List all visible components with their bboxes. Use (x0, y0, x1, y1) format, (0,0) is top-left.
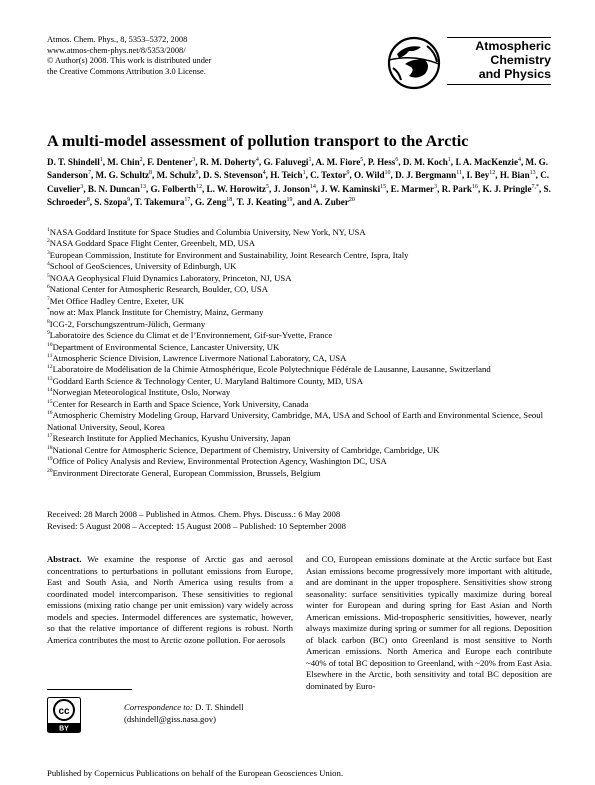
affiliation (47, 342, 552, 353)
author (403, 157, 451, 167)
author-affiliation-mark: 19 (286, 197, 293, 204)
affiliation-mark: 16 (47, 410, 53, 417)
author-name: S. Schroeder (47, 183, 551, 208)
affiliation-mark: 17 (47, 433, 53, 440)
author-affiliation-mark: 1 (99, 156, 103, 163)
author-name: B. N. Duncan (87, 183, 140, 194)
affiliation (47, 399, 552, 410)
author-affiliation-mark: 12 (195, 183, 202, 190)
logo-text (475, 39, 551, 81)
author-name: G. Faluvegi (263, 157, 309, 167)
affiliation-mark: * (47, 307, 50, 314)
author-affiliation-mark: 3 (192, 156, 196, 163)
author-affiliation-mark: 6 (395, 156, 399, 163)
affiliation (47, 468, 552, 479)
author (467, 170, 496, 180)
affiliation-text: NASA Goddard Institute for Space Studies and Columbia University, New York, NY, USA (49, 227, 366, 237)
publisher-footer: Published by Copernicus Publications on behalf of the European Geosciences Union. (47, 768, 344, 778)
affiliation-mark: 15 (47, 398, 53, 405)
author-list: D. T. Shindell$^1$, M. Chin$^2$, F. Dentener$^3$, R. M. Doherty$^4$, G. Faluvegi$^1$, A. M. Fiore$^5$, P. Hess$^6$, D. M. Koch$^1$, I. A. MacKenzie$^4$, M. G. Sanderson$^7$, M. G. Schultz$^8$, M. Schulz$^9$, D. S. Stevenson$^4$, H. Teich$^1$, C. Textor$^9$, O. Wild$^{10}$, D. J. Bergmann$^{11}$, I. Bey$^{12}$, H. Bian$^{13}$, C. Cuvelier$^3$, B. N. Duncan$^{13}$, G. Folberth$^{12}$, L. W. Horowitz$^5$, J. Jonson$^{14}$, J. W. Kaminski$^{15}$, E. Marmer$^3$, R. Park$^{16}$, K. J. Pringle$^{7,*}$, S. Schroeder$^8$, S. Szopa$^9$, T. Takemura$^{17}$, G. Zeng$^{18}$, T. J. Keating$^{19}$, and A. Zuber$^{20}$ (47, 156, 551, 208)
author (47, 157, 103, 167)
affiliation-mark: 4 (47, 261, 50, 268)
affiliation-text: National Center for Atmospheric Research, Boulder, CO, USA (49, 284, 269, 295)
author-name: M. G. Schultz (95, 170, 150, 181)
affiliation-mark: 9 (47, 330, 50, 337)
author-affiliation-mark: 5 (360, 156, 364, 163)
globe-icon (385, 34, 443, 92)
paper-title: A multi-model assessment of pollution transport to the Arctic (47, 132, 469, 150)
author-name: D. T. Shindell (47, 157, 100, 167)
author (368, 157, 398, 167)
author-affiliation-mark: 9 (195, 170, 199, 177)
author-affiliation-mark: 10 (384, 170, 391, 177)
author-affiliation-mark: 3 (434, 183, 438, 190)
author-affiliation-mark: 1 (308, 156, 312, 163)
journal-logo (383, 34, 551, 94)
affiliation-mark: 7 (47, 295, 50, 302)
affiliation-mark: 14 (47, 387, 53, 394)
affiliation-text: Goddard Earth Science & Technology Center, U. Maryland Baltimore County, MD, USA (52, 375, 363, 386)
affiliation-text: Research Institute for Applied Mechanics, Kyushu University, Japan (52, 433, 291, 444)
author-name: P. Hess (367, 157, 396, 167)
author-affiliation-mark: 17 (184, 197, 191, 204)
author-name: T. Takemura (134, 197, 185, 208)
by-label: BY (59, 725, 69, 733)
author-name: I. A. MacKenzie (455, 157, 518, 167)
creative-commons-icon[interactable] (47, 697, 81, 733)
affiliation-mark: 12 (47, 364, 53, 371)
logo-line-2: Chemistry (490, 53, 551, 67)
affiliation (47, 261, 552, 272)
author-name: A. M. Fiore (315, 157, 361, 167)
affiliation-text: NOAA Geophysical Fluid Dynamics Laboratory, Princeton, NJ, USA (49, 272, 292, 283)
author (315, 157, 363, 167)
correspondence-name: D. T. Shindell (195, 702, 244, 712)
affiliation (47, 376, 552, 387)
affiliation-text: Atmospheric Chemistry Modeling Group, Harvard University, Cambridge, MA, USA and School of Earth and Environmental Science, Seoul National University, Seoul, Korea (47, 410, 544, 432)
abstract-column-1 (47, 554, 293, 646)
author-affiliation-mark: 14 (309, 183, 316, 190)
affiliation (47, 353, 552, 364)
affiliation-text: NASA Goddard Space Flight Center, Greenbelt, MD, USA (49, 238, 256, 249)
affiliation-text: Environment Directorate General, European Commission, Brussels, Belgium (52, 467, 321, 478)
affiliation (47, 227, 552, 238)
affiliation-text: Laboratoire de Modélisation de la Chimie Atmosphérique, Ecole Polytechnique Fédérale de Lausanne, Lausanne, Switzerland (52, 364, 491, 375)
author-name: O. Wild (354, 170, 385, 181)
affiliation (47, 387, 552, 398)
author (94, 197, 130, 207)
author-name: D. S. Stevenson (203, 170, 263, 181)
author-name: H. Teich (270, 170, 303, 181)
author-name: H. Bian (499, 170, 530, 181)
affiliation-mark: 3 (47, 250, 50, 257)
abstract-text-1: We examine the response of Arctic gas and aerosol concentrations to perturbations in pollutant emissions from Europe, East and South Asia, and North America using results from a coordinated model intercomparison. These sensitivities to regional emissions (mixing ratio change per unit emission) vary widely across models and species. Intermodel differences are systematic, however, so that the relative importance of different regions is robust. North America contributes the most to Arctic ozone pollution. For aerosols (47, 554, 293, 645)
author-name: F. Dentener (147, 157, 193, 167)
author (157, 170, 199, 180)
affiliation-text: Norwegian Meteorological Institute, Oslo, Norway (52, 387, 231, 398)
author-name: G. Zeng (194, 197, 227, 208)
author (395, 170, 462, 180)
author (310, 170, 349, 180)
author-affiliation-mark: 4 (517, 156, 521, 163)
affiliation-text: Atmospheric Science Division, Lawrence Livermore National Laboratory, CA, USA (52, 352, 347, 363)
correspondence-label: Correspondence to: (124, 702, 193, 712)
affiliation (47, 250, 552, 261)
revised-line: Revised: 5 August 2008 – Accepted: 15 August 2008 – Published: 10 September 2008 (47, 520, 346, 531)
author (135, 197, 191, 207)
author (207, 184, 269, 194)
author-name: M. Schulz (156, 170, 196, 181)
affiliation (47, 238, 552, 249)
author-name: T. J. Keating (236, 197, 287, 208)
affiliation-mark: 8 (47, 318, 50, 325)
journal-header (47, 35, 211, 77)
author-affiliation-mark: 12 (489, 170, 496, 177)
journal-url[interactable]: www.atmos-chem-phys.net/8/5353/2008/ (47, 45, 186, 55)
author-name: S. Szopa (94, 197, 128, 208)
affiliation-mark: 1 (47, 227, 50, 234)
author-affiliation-mark: 8 (86, 197, 90, 204)
affiliation (47, 410, 552, 433)
author-affiliation-mark: 7 (87, 170, 91, 177)
affiliation-mark: 18 (47, 444, 53, 451)
author-affiliation-mark: 1 (302, 170, 306, 177)
author-name: K. J. Pringle (482, 183, 532, 194)
author-affiliation-mark: 9 (127, 197, 131, 204)
author (107, 157, 142, 167)
abstract-heading: Abstract. (47, 554, 82, 564)
author (203, 170, 266, 180)
affiliation (47, 319, 552, 330)
affiliation-mark: 11 (47, 353, 53, 360)
author-affiliation-mark: 4 (262, 170, 266, 177)
received-line: Received: 28 March 2008 – Published in Atmos. Chem. Phys. Discuss.: 6 May 2008 (47, 509, 341, 519)
author-name: R. M. Doherty (199, 157, 256, 167)
author-affiliation-mark: 20 (348, 197, 355, 204)
affiliation-text: European Commission, Institute for Environment and Sustainability, Joint Research Centre, Ispra, Italy (49, 249, 409, 260)
author-affiliation-mark: 1 (447, 156, 451, 163)
abstract-text-2: and CO, European emissions dominate at the Arctic surface but East Asian emissions become progressively more important with altitude, and are dominant in the upper troposphere. Sensitivities show strong seasonality: surface sensitivities typically maximize during boreal winter for European and during spring for East Asian and North American emissions. Mid-tropospheric sensitivities, however, nearly always maximize during spring or summer for all regions. Deposition of black carbon (BC) onto Greenland is most sensitive to North American emissions. North America and Europe each contribute ~40% of total BC deposition to Greenland, with ~20% from East Asia. Elsewhere in the Arctic, both sensitivity and total BC deposition are dominated by Euro- (306, 554, 552, 691)
author (95, 170, 152, 180)
affiliation (47, 307, 552, 318)
affiliation-mark: 5 (47, 272, 50, 279)
author (500, 170, 536, 180)
author (274, 184, 316, 194)
author-affiliation-mark: 2 (139, 156, 143, 163)
affiliation (47, 296, 552, 307)
logo-line-3: and Physics (478, 67, 551, 81)
author (320, 184, 386, 194)
author (151, 184, 202, 194)
cc-label: cc (58, 706, 70, 717)
affiliation (47, 330, 552, 341)
abstract-column-2 (306, 554, 552, 692)
affiliation-text: Center for Research in Earth and Space Science, York University, Canada (52, 398, 309, 409)
author-name: D. J. Bergmann (395, 170, 457, 181)
author (263, 157, 311, 167)
affiliation-mark: 19 (47, 456, 53, 463)
author (200, 157, 259, 167)
affiliation-mark: 13 (47, 376, 53, 382)
author-name: C. Cuvelier (47, 170, 550, 194)
author-affiliation-mark: 11 (456, 170, 462, 177)
affiliation (47, 273, 552, 284)
author (195, 197, 232, 207)
affiliation-mark: 6 (47, 284, 50, 291)
author-name: D. M. Koch (402, 157, 448, 167)
affiliation-text: ICG-2, Forschungszentrum-Jülich, Germany (49, 318, 206, 329)
license-line: the Creative Commons Attribution 3.0 License. (47, 66, 206, 76)
author-affiliation-mark: 7,* (531, 183, 539, 190)
affiliation-text: now at: Max Planck Institute for Chemistry, Mainz, Germany (49, 307, 264, 318)
author (482, 184, 539, 194)
author-affiliation-mark: 13 (529, 170, 536, 177)
author (314, 197, 355, 207)
affiliation-text: Met Office Hadley Centre, Exeter, UK (49, 295, 185, 306)
affiliation-text: Department of Environmental Science, Lancaster University, UK (52, 341, 280, 352)
author (354, 170, 391, 180)
author-affiliation-mark: 18 (226, 197, 233, 204)
author (455, 157, 521, 167)
author-affiliation-mark: 15 (380, 183, 387, 190)
affiliation-mark: 2 (47, 238, 50, 245)
author-affiliation-mark: 16 (471, 183, 478, 190)
author-name: I. Bey (466, 170, 490, 181)
author-affiliation-mark: 13 (139, 183, 146, 190)
affiliation-mark: 10 (47, 341, 53, 348)
affiliation-mark: 20 (47, 467, 53, 474)
affiliation (47, 364, 552, 375)
author (442, 184, 478, 194)
affiliation-text: School of GeoSciences, University of Edinburgh, UK (49, 261, 237, 272)
author-affiliation-mark: 3 (80, 183, 84, 190)
author-name: M. Chin (107, 157, 140, 167)
affiliation-text: Office of Policy Analysis and Review, Environmental Protection Agency, Washington DC, USA (52, 456, 387, 467)
logo-line-1: Atmospheric (475, 39, 551, 53)
affiliation (47, 456, 552, 467)
affiliation-text: Laboratoire des Science du Climat et de l’Environnement, Gif-sur-Yvette, France (49, 330, 333, 341)
affiliation (47, 284, 552, 295)
author (237, 197, 293, 207)
author-affiliation-mark: 8 (149, 170, 153, 177)
correspondence (124, 701, 244, 725)
author (147, 157, 195, 167)
author-name: A. Zuber (313, 197, 349, 208)
footnote-rule (47, 689, 132, 690)
logo-rule-bottom (447, 84, 551, 85)
affiliation-list (47, 227, 552, 479)
author-affiliation-mark: 5 (265, 183, 269, 190)
author (270, 170, 305, 180)
copyright-line: © Author(s) 2008. This work is distributed under (47, 56, 212, 65)
author (88, 184, 146, 194)
author-name: L. W. Horowitz (206, 183, 266, 194)
affiliation (47, 445, 552, 456)
journal-citation: Atmos. Chem. Phys., 8, 5353–5372, 2008 (47, 35, 188, 44)
author-name: C. Textor (310, 170, 347, 181)
affiliation-text: National Centre for Atmospheric Science, Department of Chemistry, University of Cambridge, Cambridge, UK (52, 444, 440, 455)
author-name: J. Jonson (273, 183, 310, 194)
author-affiliation-mark: 4 (255, 156, 259, 163)
correspondence-email[interactable]: (dshindell@giss.nasa.gov) (124, 714, 216, 724)
submission-dates (47, 509, 346, 532)
author-name: J. W. Kaminski (320, 183, 381, 194)
author (391, 184, 437, 194)
affiliation (47, 433, 552, 444)
author-name: G. Folberth (150, 183, 196, 194)
author-name: R. Park (441, 183, 472, 194)
author-name: E. Marmer (390, 183, 435, 194)
author-name: M. G. Sanderson (47, 157, 549, 181)
author-affiliation-mark: 9 (346, 170, 350, 177)
logo-rule-top (447, 37, 551, 38)
